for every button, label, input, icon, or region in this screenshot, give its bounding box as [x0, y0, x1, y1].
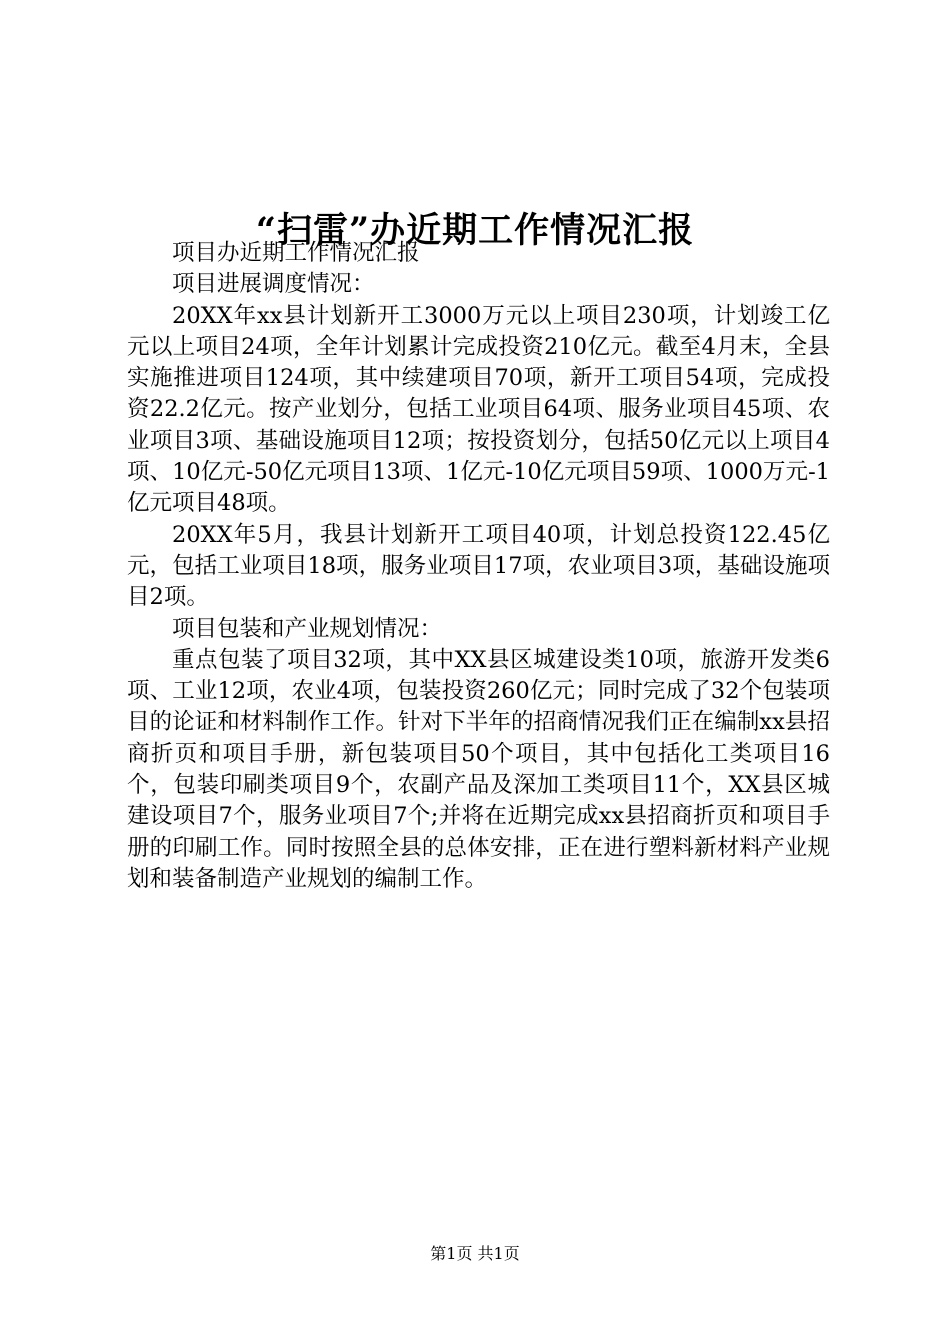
section-heading: 项目包装和产业规划情况： [172, 615, 443, 642]
paragraph: 20XX年xx县计划新开工3000万元以上项目230项，计划竣工亿元以上项目24项，全年计划累计完成投资210亿元。截至4月末，全县实施推进项目124项，其中续建项目70项，新开工项目54项，完成投资22.2亿元。按产业划分，包括工业项目64项、服务业项目45项、农业项目3项、基础设施项目12项；按投资划分，包括50亿元以上项目4项、10亿元-50亿元项目13项、1亿元-10亿元项目59项、1000万元-1亿元项目48项。 [127, 302, 830, 517]
document-title: “扫雷”办近期工作情况汇报 [255, 210, 695, 252]
paragraph: 重点包装了项目32项，其中XX县区城建设类10项，旅游开发类6项、工业12项，农业4项，包装投资260亿元；同时完成了32个包装项目的论证和材料制作工作。针对下半年的招商情况我们正在编制xx县招商折页和项目手册，新包装项目50个项目，其中包括化工类项目16个，包装印刷类项目9个，农副产品及深加工类项目11个，XX县区城建设项目7个，服务业项目7个;并将在近期完成xx县招商折页和项目手册的印刷工作。同时按照全县的总体安排，正在进行塑料新材料产业规划和装备制造产业规划的编制工作。 [127, 646, 830, 892]
document-body [127, 238, 830, 895]
paragraph: 20XX年5月，我县计划新开工项目40项，计划总投资122.45亿元，包括工业项目18项，服务业项目17项，农业项目3项，基础设施项目2项。 [127, 521, 830, 611]
section-heading: 项目进展调度情况： [172, 271, 375, 298]
paragraph: 项目办近期工作情况汇报 [172, 240, 420, 266]
page-footer: 第1页 共1页 [430, 1244, 520, 1263]
